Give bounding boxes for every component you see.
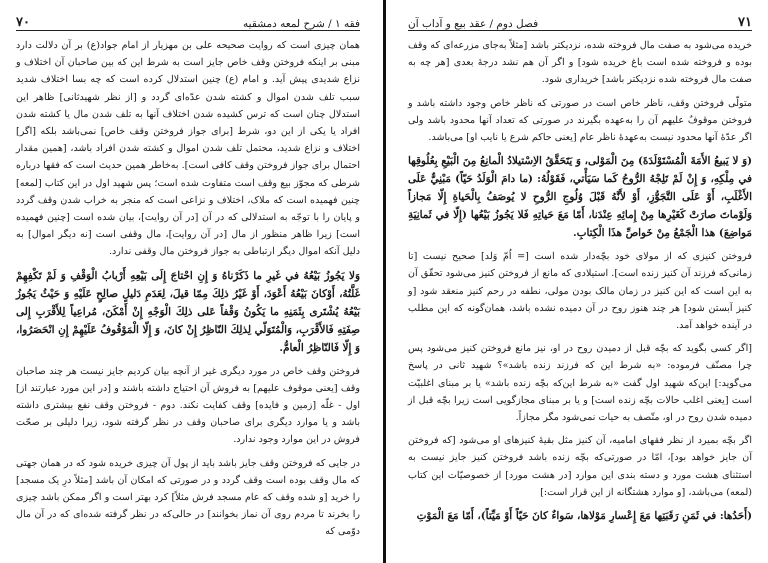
right-page-body (408, 37, 752, 525)
paragraph: همان چیزی است که روایت صحیحه علی بن مهزیار از امام جواد(ع) بر آن دلالت دارد مبنی بر اینکه فروختن وقف خاص جایز است به شرط این که بین صاحبان آن اختلاف و نزاع شدیدی پیش آید. و امام (ع) چنین استدلال کرده است که چه بسا اختلاف شدید سبب تلف شدن اموال و کشته شدن عدّه‌ای گردد و [از نظر شهیدثانی] ظاهر این استدلال چنان است که ترس کشیده شدن اختلاف آنها به تلف شدن مال یا کشته شدن افراد یا یکی از این دو، شرط [برای جواز فروختن وقف خاص] نمی‌باشد بلکه [اگر] اختلاف و نزاع شدید، محتمل تلف شدن اموال و کشته شدن افراد باشد، [همین مقدار احتمال برای جواز فروختن وقف کافی است]. به‌خاطر همین حدیث است که فقها درباره شرطی که مجوّز بیع وقف است متفاوت شده است؛ پس شهید اول در این کتاب [لمعه] چنین فهمیده است که ملاک، اختلاف و نزاعی است که منجر به خراب شدن وقف گردد و پایان را با توجّه به استدلالی که در آن [در آن روایت]، بیان شده است [چنین فهمیده است] زیرا ظاهر منظور از مال [در آن روایت]، مال وقفی است [نه دیگر اموال] به دلیل آنکه اموال دیگر ارتباطی به جواز فروختن مال وقفی ندارد. (16, 40, 360, 258)
left-page-number: ۷۰ (16, 15, 30, 30)
right-page-title: فصل دوم / عقد بیع و آداب آن (408, 18, 539, 30)
paragraph: در جایی که فروختن وقف جایز باشد باید از پول آن چیزی خریده شود که در همان جهتی که مال وقف بوده است وقف گردد و در صورتی که امکان آن باشد [مثلاً درِ یک مسجد] را خرید [و شده وقف که عام مسجد فرش مثلاً] کرد بهتر است و اگر ممکن باشد چیزی را بخرند تا مردم روی آن نماز بخوانند] در حالی‌که در نظر گرفته شده‌ای که در آن مال دوّمی که (16, 457, 360, 538)
left-page-title: فقه ۱ / شرح لمعه دمشقیه (243, 18, 360, 30)
paragraph: خریده می‌شود به صفت مال فروخته شده، نزدیکتر باشد [مثلاً به‌جای مزرعه‌ای که وقف بوده و فروخته شده است باغ خریده شود] و اگر آن هم نشد درجهٔ بعدی [هر چه به صفت مال فروخته شده نزدیکتر باشد] خریداری شود. (408, 40, 752, 86)
paragraph: اگر بچّه بمیرد از نظر فقهای امامیه، آن کنیز مثل بقیهٔ کنیزهای او می‌شود [که فروختن آن جایز خواهد بود]، امّا در صورتی‌که بچّه زنده باشد فروختن کنیز جایز نیست به استثنای هشت مورد و دسته بندی این موارد [در هشت مورد] از خصوصیّات این کتاب (لمعه) می‌باشد، [و موارد هشتگانه از این قرار است:] (408, 435, 752, 498)
arabic-quote: وَلا يَجُوزُ بَيْعُهُ في غَيرِ ما ذَكَرْناهُ وَ إِنِ احْتاجَ إِلَى بَيْعِهِ أَرْبابُ الْوَقْفِ وَ لَمْ تَكْفِهِمْ غَلَّتُهُ، أَوْكانَ بَيْعُهُ أَعْوَدَ، أَوْ غَيْرُ ذلِكَ مِمّا قيلَ، لِعَدَمِ دَليلٍ صالِحٍ عَلَيْهِ وَ حَيْثُ يَجُوزُ بَيْعُهُ يُشْتَرى بِثَمَنِهِ ما يَكُونُ وَقْفاً عَلى ذلِكَ الْوَجْهِ إِنْ أَمْكَنَ، مُراعِياً لِلأَقْرَبِ إِلى صِفَتِهِ فَالأَقْرَبِ، وَالْمُتَوَلّي لِذلِكَ النّاظِرُ إِنْ كانَ، وَ إِلّا الْمَوْقُوفُ عَلَيْهِمْ إِنِ انْحَصَرُوا، وَ إِلّا فَالنّاظِرُ الْعامُّ. (16, 269, 360, 354)
right-page (390, 0, 768, 563)
left-page (0, 0, 378, 563)
right-page-header (408, 0, 752, 31)
paragraph: متولّی فروختن وقف، ناظر خاص است در صورتی که ناظر خاص وجود داشته باشد و فروختن موقوفٌ علیهم آن را به‌عهده بگیرند در صورتی که تعداد آنها محدود باشد ولی اگر عدّهٔ آنها محدود نیست به‌عهدهٔ ناظر عام [یعنی حاکم شرع یا نایب او] می‌باشد. (408, 97, 752, 144)
arabic-quote: (وَ لا يَبيعُ الأَمَةَ الْمُسْتَوْلَدَةَ) مِنَ الْمَوْلى، وَ يَتَحَقَّقُ الاِسْتيلادُ الْمانِعُ مِنَ الْبَيْعِ بِعُلُوقِها في مِلْكِهِ، وَ إِنْ لَمْ تَلِجْهُ الرُّوحُ كَما سَيَأْتي، فَقَوْلُهُ: (ما دامَ الْوَلَدُ حَيّاً) مَبْنِيٌّ عَلَى الأَغْلَبِ، أَوْ عَلَى التَّجَوُّزِ، أَوْ لأَنَّهُ قَبْلَ وُلُوجِ الرُّوحِ لا يُوصَفُ بِالْحَياةِ إِلّا مَجازاً وَلَوْماتَ صارَتْ كَغَيْرِها مِنْ إِمائِهِ عِنْدَنا، أَمّا مَعَ حَياتِهِ فَلا يَجُوزُ بَيْعُها (إِلّا في ثَمانِيَةِ مَواضِعَ) هذا الْجَمْعُ مِنْ خَواصِّ هذَا الْكِتابِ. (408, 155, 752, 240)
paragraph: [اگر کسی بگوید که بچّه قبل از دمیدن روح در او، نیز مانع فروختن کنیز می‌شود پس چرا مصنّف فرموده: «به شرط این که فرزند زنده باشد»؟ شهید ثانی در پاسخ می‌گوید:] این‌که شهید اول گفت «به شرط این‌که بچّه زنده باشد» یا بر مبنای اغلبیّت است [یعنی اغلب حالات بچّه زنده است] و یا بر مبنای مجازگویی است زیرا بچّه قبل از دمیده شدن روح در او، متّصف به حیات نمی‌شود مگر مجازاً. (408, 343, 752, 424)
gutter-divider (383, 0, 386, 563)
arabic-quote: (أَحَدُها: في ثَمَنِ رَقَبَتِها مَعَ إِعْسارِ مَوْلاها، سَواءٌ كانَ حَيّاً أَوْ مَيِّتاً)، أَمّا مَعَ الْمَوْتِ (416, 510, 752, 523)
right-page-number: ۷۱ (738, 15, 752, 30)
left-page-header (16, 0, 360, 31)
paragraph: فروختن کنیزی که از مولای خود بچّه‌دار شده است [= اُمّ وَلد] صحیح نیست [تا زمانی‌که فرزند آن کنیز زنده است]. استیلادی که مانع از فروختن کنیز می‌شود تحقّق آن به این است که این کنیز در زمان مالک بودن مولی، نطفه در رحم کنیز منعقد شود [و کنیز آبستن شود] هر چند هنوز روح در آن دمیده نشده باشد، همان‌گونه که این مطلب در آینده خواهد آمد. (408, 251, 752, 332)
paragraph: فروختن وقف خاص در مورد دیگری غیر از آنچه بیان کردیم جایز نیست هر چند صاحبان وقف [یعنی موقوف علیهم] به فروش آن احتیاج داشته باشند و [در این مورد عبارتند از] اول - غلّه [زمین و فایده] وقف کفایت نکند. دوم - فروختن وقف نفع بیشتری داشته باشد و یا موارد دیگری برای صاحبان وقف در نظر گرفته شود، زیرا دلیلی بر صحّت فروش در این موارد وجود ندارد. (16, 365, 360, 446)
left-page-body (16, 37, 360, 541)
